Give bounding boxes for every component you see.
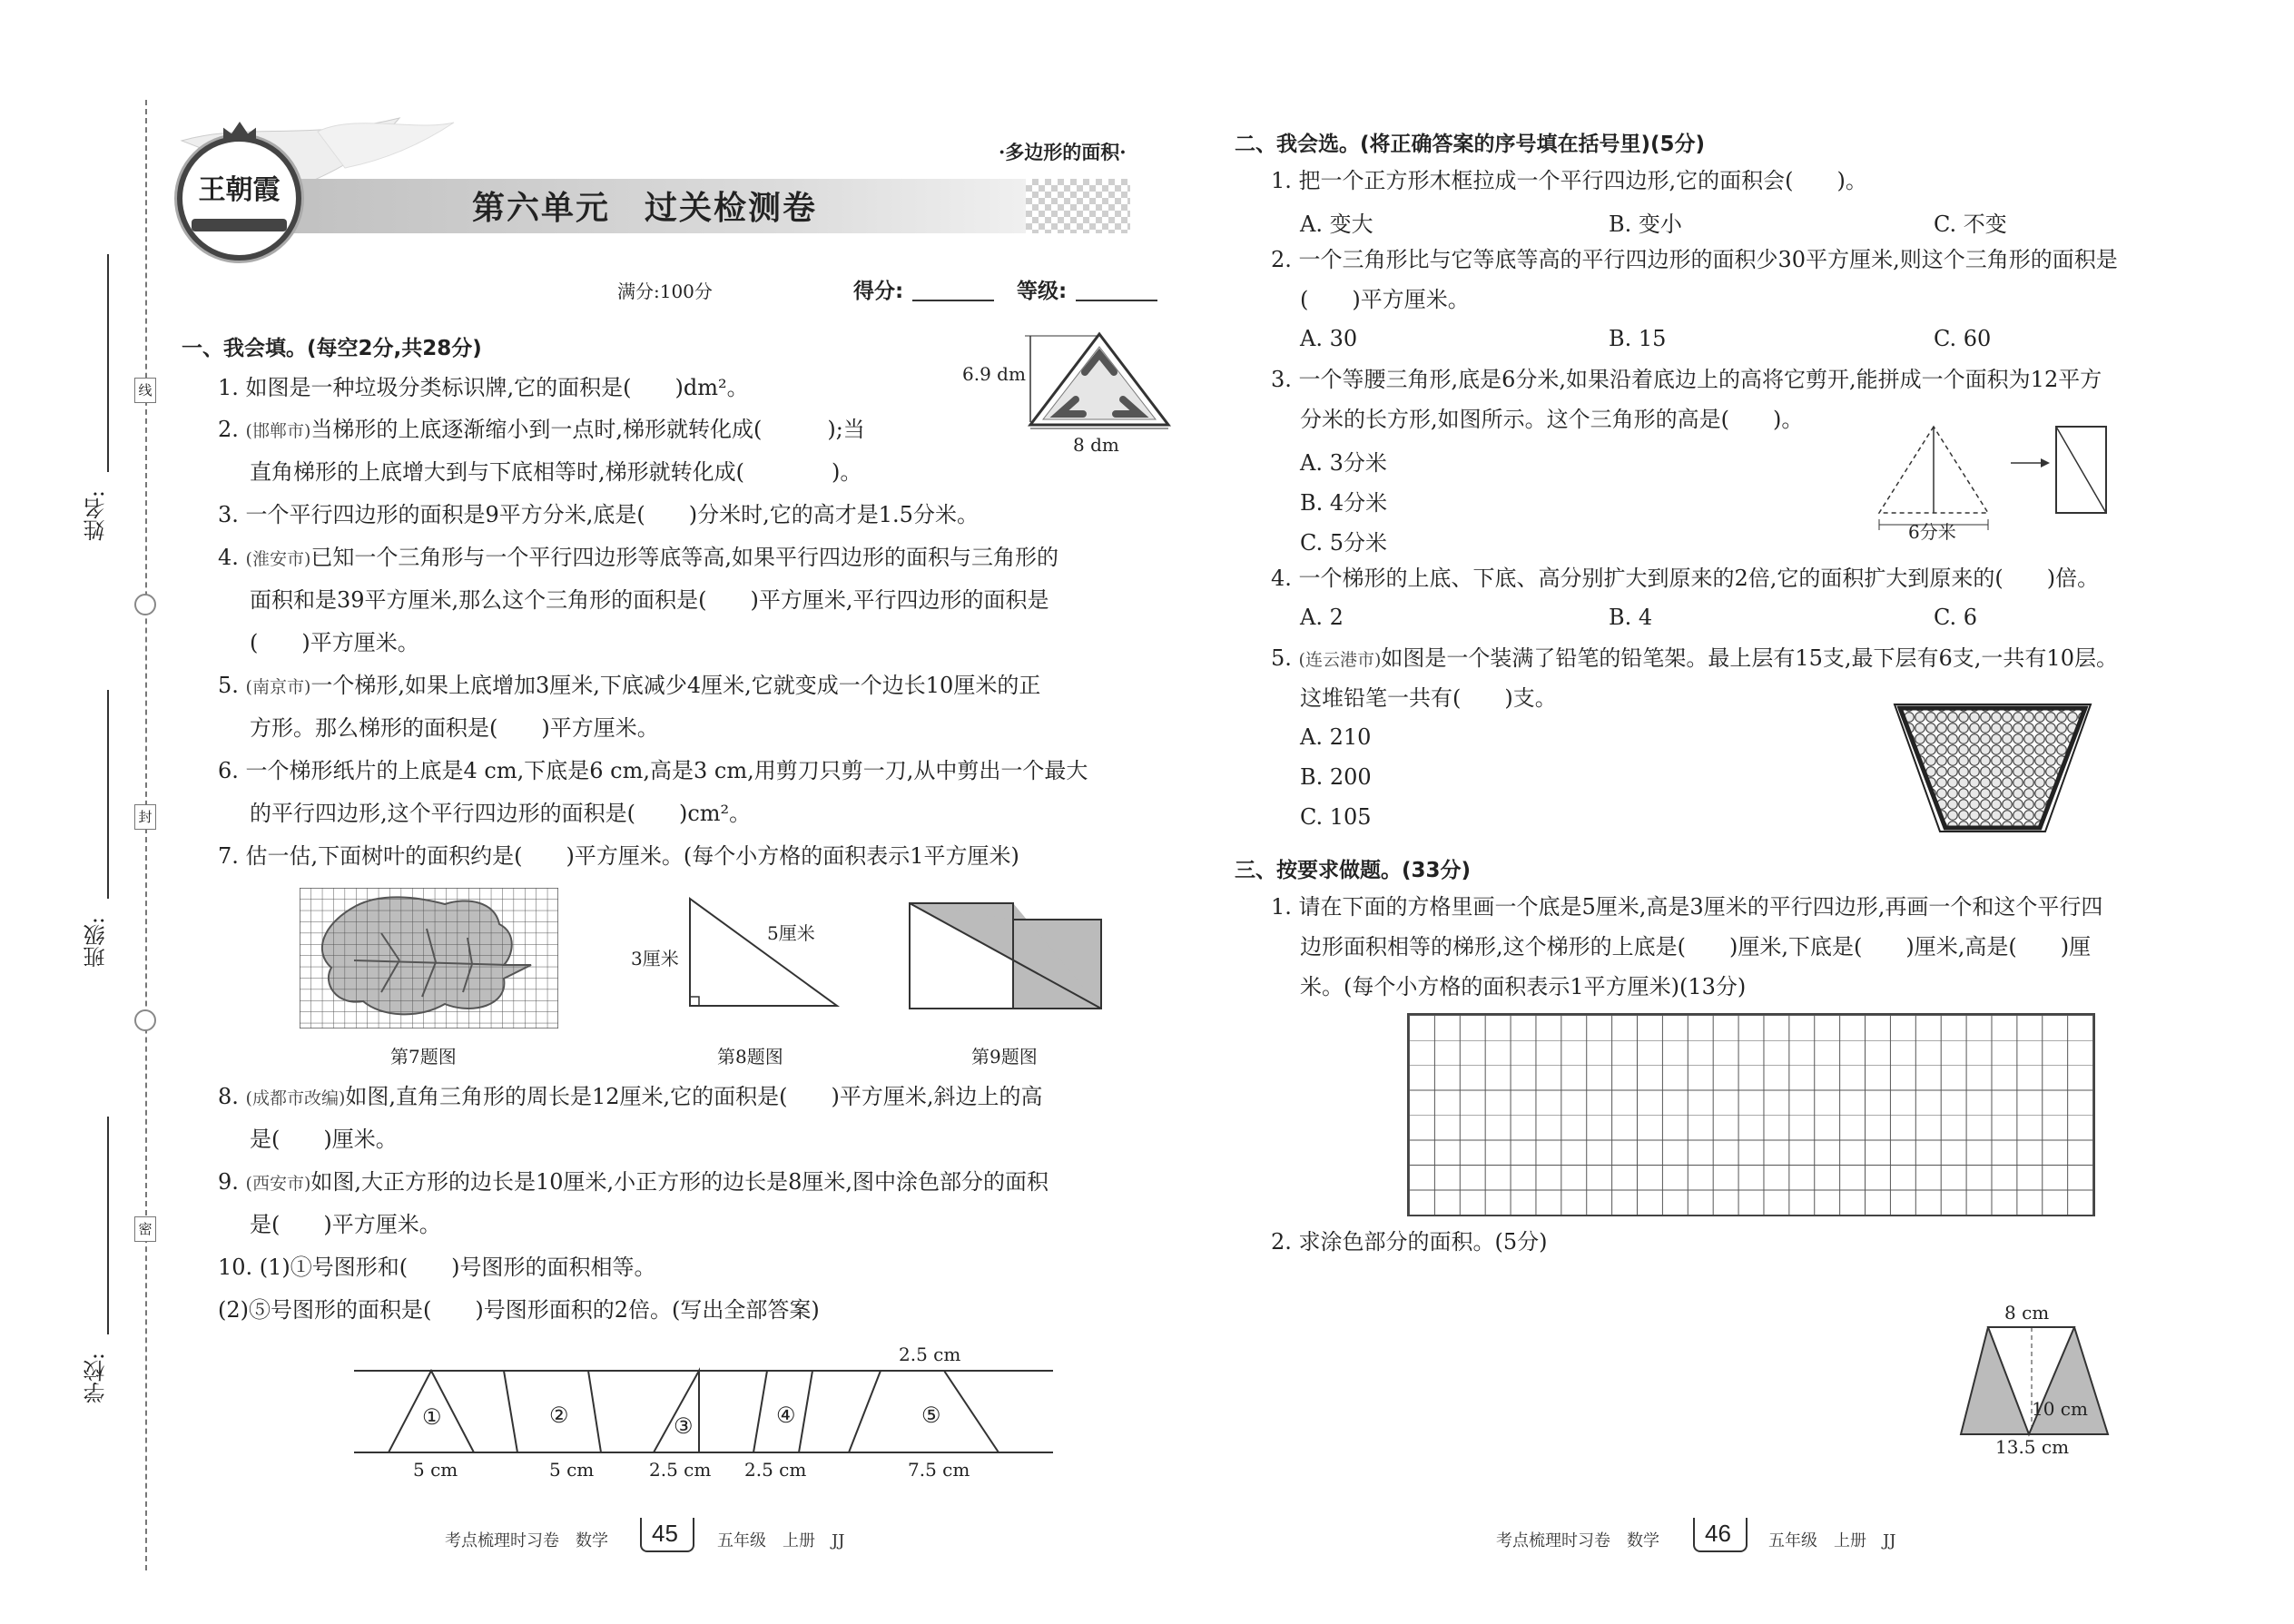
fig8-hyp-label: 5厘米 [767,922,815,944]
s1-q8: 8. (成都市改编)如图,直角三角形的周长是12厘米,它的面积是( )平方厘米,斜边上的高 [218,1084,1043,1109]
s1-q3: 3. 一个平行四边形的面积是9平方分米,底是( )分米时,它的高才是1.5分米。 [218,502,979,527]
s2-q3-opt-b[interactable]: B. 4分米 [1300,490,1388,516]
shaded-trapezoid-figure [1952,1316,2115,1443]
name-label: 姓名: [84,490,109,542]
s1-q8-tag: (成都市改编) [245,1088,346,1108]
s2-q3-opt-c[interactable]: C. 5分米 [1300,530,1388,556]
s1-q5-tag: (南京市) [245,677,311,697]
grade-label: 等级: [1017,280,1068,303]
binding-mark-3: 密 [134,1216,156,1242]
right-triangle-figure [681,894,844,1012]
s1-q2: 2. (邯郸市)当梯形的上底逐渐缩小到一点时,梯形就转化成( );当 [218,417,865,442]
drawing-grid[interactable] [1407,1013,2095,1216]
s2-q1-opt-b[interactable]: B. 变小 [1609,212,1682,237]
s1-q9: 9. (西安市)如图,大正方形的边长是10厘米,小正方形的边长是8厘米,图中涂色部分的面积 [218,1169,1049,1195]
shape-dim-1: 5 cm [413,1459,458,1481]
s1-q8-line1: 如图,直角三角形的周长是12厘米,它的面积是( )平方厘米,斜边上的高 [345,1084,1043,1109]
two-squares-figure [908,901,1103,1010]
triangle-to-rectangle-figure [1870,418,2111,549]
logo-text: 王朝霞 [198,174,281,206]
s2-q5-opt-a[interactable]: A. 210 [1300,724,1372,750]
grade-field[interactable] [1076,300,1157,301]
recycle-height-label: 6.9 dm [962,363,1026,385]
s1-q8-line2: 是( )厘米。 [250,1127,398,1152]
s2-q5-tag: (连云港市) [1298,650,1382,670]
q3-fig-base-label: 6分米 [1908,521,1956,543]
s1-q5-line1: 一个梯形,如果上底增加3厘米,下底减少4厘米,它就变成一个边长10厘米的正 [310,673,1041,698]
shape-label-5: ⑤ [921,1403,941,1428]
s1-q9-line1: 如图,大正方形的边长是10厘米,小正方形的边长是8厘米,图中涂色部分的面积 [310,1169,1049,1195]
binding-hole-2 [134,1009,156,1031]
shape-label-2: ② [549,1403,569,1428]
s2-q2-opt-c[interactable]: C. 60 [1934,326,1992,351]
unit-badge: ·多边形的面积· [999,141,1127,163]
shape-label-1: ① [422,1404,442,1430]
shape-3-triangle [654,1371,699,1452]
s2-q5-line2: 这堆铅笔一共有( )支。 [1300,685,1557,711]
s2-q3-opt-a[interactable]: A. 3分米 [1300,450,1387,476]
s1-q4-line2: 面积和是39平方厘米,那么这个三角形的面积是( )平方厘米,平行四边形的面积是 [250,587,1049,613]
s3-q2: 2. 求涂色部分的面积。(5分) [1271,1229,1548,1255]
recycle-sign-figure [1012,327,1176,445]
binding-mark-2: 封 [134,804,156,830]
s2-q2-opt-b[interactable]: B. 15 [1609,326,1667,351]
shape-dim-3: 2.5 cm [649,1459,712,1481]
shape-label-3: ③ [674,1413,694,1439]
s3-q1-line1: 1. 请在下面的方格里画一个底是5厘米,高是3厘米的平行四边形,再画一个和这个平行四 [1271,894,2103,920]
s2-q5-opt-b[interactable]: B. 200 [1300,764,1372,790]
page-title: 第六单元 过关检测卷 [472,190,818,227]
score-field[interactable] [912,300,994,301]
s2-q5-opt-c[interactable]: C. 105 [1300,804,1372,830]
s3-q1-line2: 边形面积相等的梯形,这个梯形的上底是( )厘米,下底是( )厘米,高是( )厘 [1300,934,2092,960]
shape-top-dim: 2.5 cm [899,1343,961,1365]
header-checker [1026,179,1130,233]
recycle-width-label: 8 dm [1073,434,1119,456]
binding-dashed-line [145,100,147,1570]
s2-q2-line2: ( )平方厘米。 [1300,287,1470,312]
s1-q9-tag: (西安市) [245,1174,311,1194]
section3-title: 三、按要求做题。(33分) [1235,859,1472,882]
shape-dim-5: 7.5 cm [908,1459,970,1481]
s2-q2-opt-a[interactable]: A. 30 [1300,326,1358,351]
s1-q4-tag: (淮安市) [245,549,311,569]
leaf-grid-figure [300,888,558,1029]
fig9-caption: 第9题图 [971,1046,1038,1068]
s2-q3-line2: 分米的长方形,如图所示。这个三角形的高是( )。 [1300,407,1804,432]
footer-right-book: 考点梳理时习卷 数学 [1496,1531,1659,1550]
fig8-caption: 第8题图 [717,1046,783,1068]
s1-q7: 7. 估一估,下面树叶的面积约是( )平方厘米。(每个小方格的面积表示1平方厘米) [218,843,1019,869]
q10-shapes-figure [354,1362,1053,1462]
s2-q1-opt-c[interactable]: C. 不变 [1934,212,2007,237]
name-field[interactable] [107,254,109,472]
school-field[interactable] [107,1117,109,1334]
s1-q5-line2: 方形。那么梯形的面积是( )平方厘米。 [250,715,659,741]
pencil-holder-figure [1893,701,2092,837]
s2-q4-opt-c[interactable]: C. 6 [1934,605,1978,630]
s1-q2-line1: 当梯形的上底逐渐缩小到一点时,梯形就转化成( );当 [310,417,865,442]
footer-right-grade: 五年级 上册 JJ [1768,1531,1896,1550]
s2-q1-opt-a[interactable]: A. 变大 [1300,212,1373,237]
shape-label-4: ④ [776,1403,796,1428]
s2-q3-line1: 3. 一个等腰三角形,底是6分米,如果沿着底边上的高将它剪开,能拼成一个面积为12平方 [1271,367,2102,392]
score-label: 得分: [853,280,904,303]
s1-q4-line1: 已知一个三角形与一个平行四边形等底等高,如果平行四边形的面积与三角形的 [310,545,1058,570]
s1-q4: 4. (淮安市)已知一个三角形与一个平行四边形等底等高,如果平行四边形的面积与三角形的 [218,545,1058,570]
trapezoid-bottom-label: 13.5 cm [1995,1436,2070,1458]
s1-q4-line3: ( )平方厘米。 [250,630,419,655]
s2-q4-opt-b[interactable]: B. 4 [1609,605,1653,630]
s1-q5: 5. (南京市)一个梯形,如果上底增加3厘米,下底减少4厘米,它就变成一个边长10厘米的正 [218,673,1041,698]
footer-right-page: 46 [1705,1520,1731,1547]
section1-title: 一、我会填。(每空2分,共28分) [182,337,482,360]
shape-dim-2: 5 cm [549,1459,595,1481]
shape-dim-4: 2.5 cm [744,1459,807,1481]
s2-q1: 1. 把一个正方形木框拉成一个平行四边形,它的面积会( )。 [1271,168,1867,193]
s1-q1: 1. 如图是一种垃圾分类标识牌,它的面积是( )dm²。 [218,375,749,400]
s1-q2-tag: (邯郸市) [245,421,311,441]
footer-left-book: 考点梳理时习卷 数学 [445,1531,608,1550]
publisher-logo [177,136,301,261]
trapezoid-height-label: 10 cm [2032,1398,2088,1420]
s2-q2-line1: 2. 一个三角形比与它等底等高的平行四边形的面积少30平方厘米,则这个三角形的面积是 [1271,247,2118,272]
s1-q10-line2: (2)⑤号图形的面积是( )号图形面积的2倍。(写出全部答案) [218,1297,820,1323]
s2-q5: 5. (连云港市)如图是一个装满了铅笔的铅笔架。最上层有15支,最下层有6支,一共有10层。 [1271,645,2118,671]
s2-q4-opt-a[interactable]: A. 2 [1300,605,1344,630]
s1-q2-line2: 直角梯形的上底增大到与下底相等时,梯形就转化成( )。 [250,459,862,485]
trapezoid-top-label: 8 cm [2004,1302,2050,1324]
section2-title: 二、我会选。(将正确答案的序号填在括号里)(5分) [1235,133,1706,156]
score-total: 满分:100分 [617,281,713,302]
binding-mark-1: 线 [134,378,156,403]
s1-q6-line2: 的平行四边形,这个平行四边形的面积是( )cm²。 [250,801,752,826]
school-label: 学校: [84,1353,109,1404]
class-label: 班级: [84,917,109,969]
s3-q1-line3: 米。(每个小方格的面积表示1平方厘米)(13分) [1300,974,1747,999]
s2-q4: 4. 一个梯形的上底、下底、高分别扩大到原来的2倍,它的面积扩大到原来的( )倍。 [1271,566,2100,591]
s1-q9-line2: 是( )平方厘米。 [250,1212,441,1237]
s2-q5-line1: 如图是一个装满了铅笔的铅笔架。最上层有15支,最下层有6支,一共有10层。 [1381,645,2118,671]
footer-left-page: 45 [652,1520,678,1547]
s1-q6-line1: 6. 一个梯形纸片的上底是4 cm,下底是6 cm,高是3 cm,用剪刀只剪一刀,从中剪出一个最大 [218,758,1088,783]
class-field[interactable] [107,690,109,899]
footer-left-grade: 五年级 上册 JJ [717,1531,845,1550]
fig7-caption: 第7题图 [390,1046,457,1068]
binding-hole-1 [134,594,156,615]
s1-q10-line1: 10. (1)①号图形和( )号图形的面积相等。 [218,1255,656,1280]
fig8-leg-label: 3厘米 [631,948,679,969]
